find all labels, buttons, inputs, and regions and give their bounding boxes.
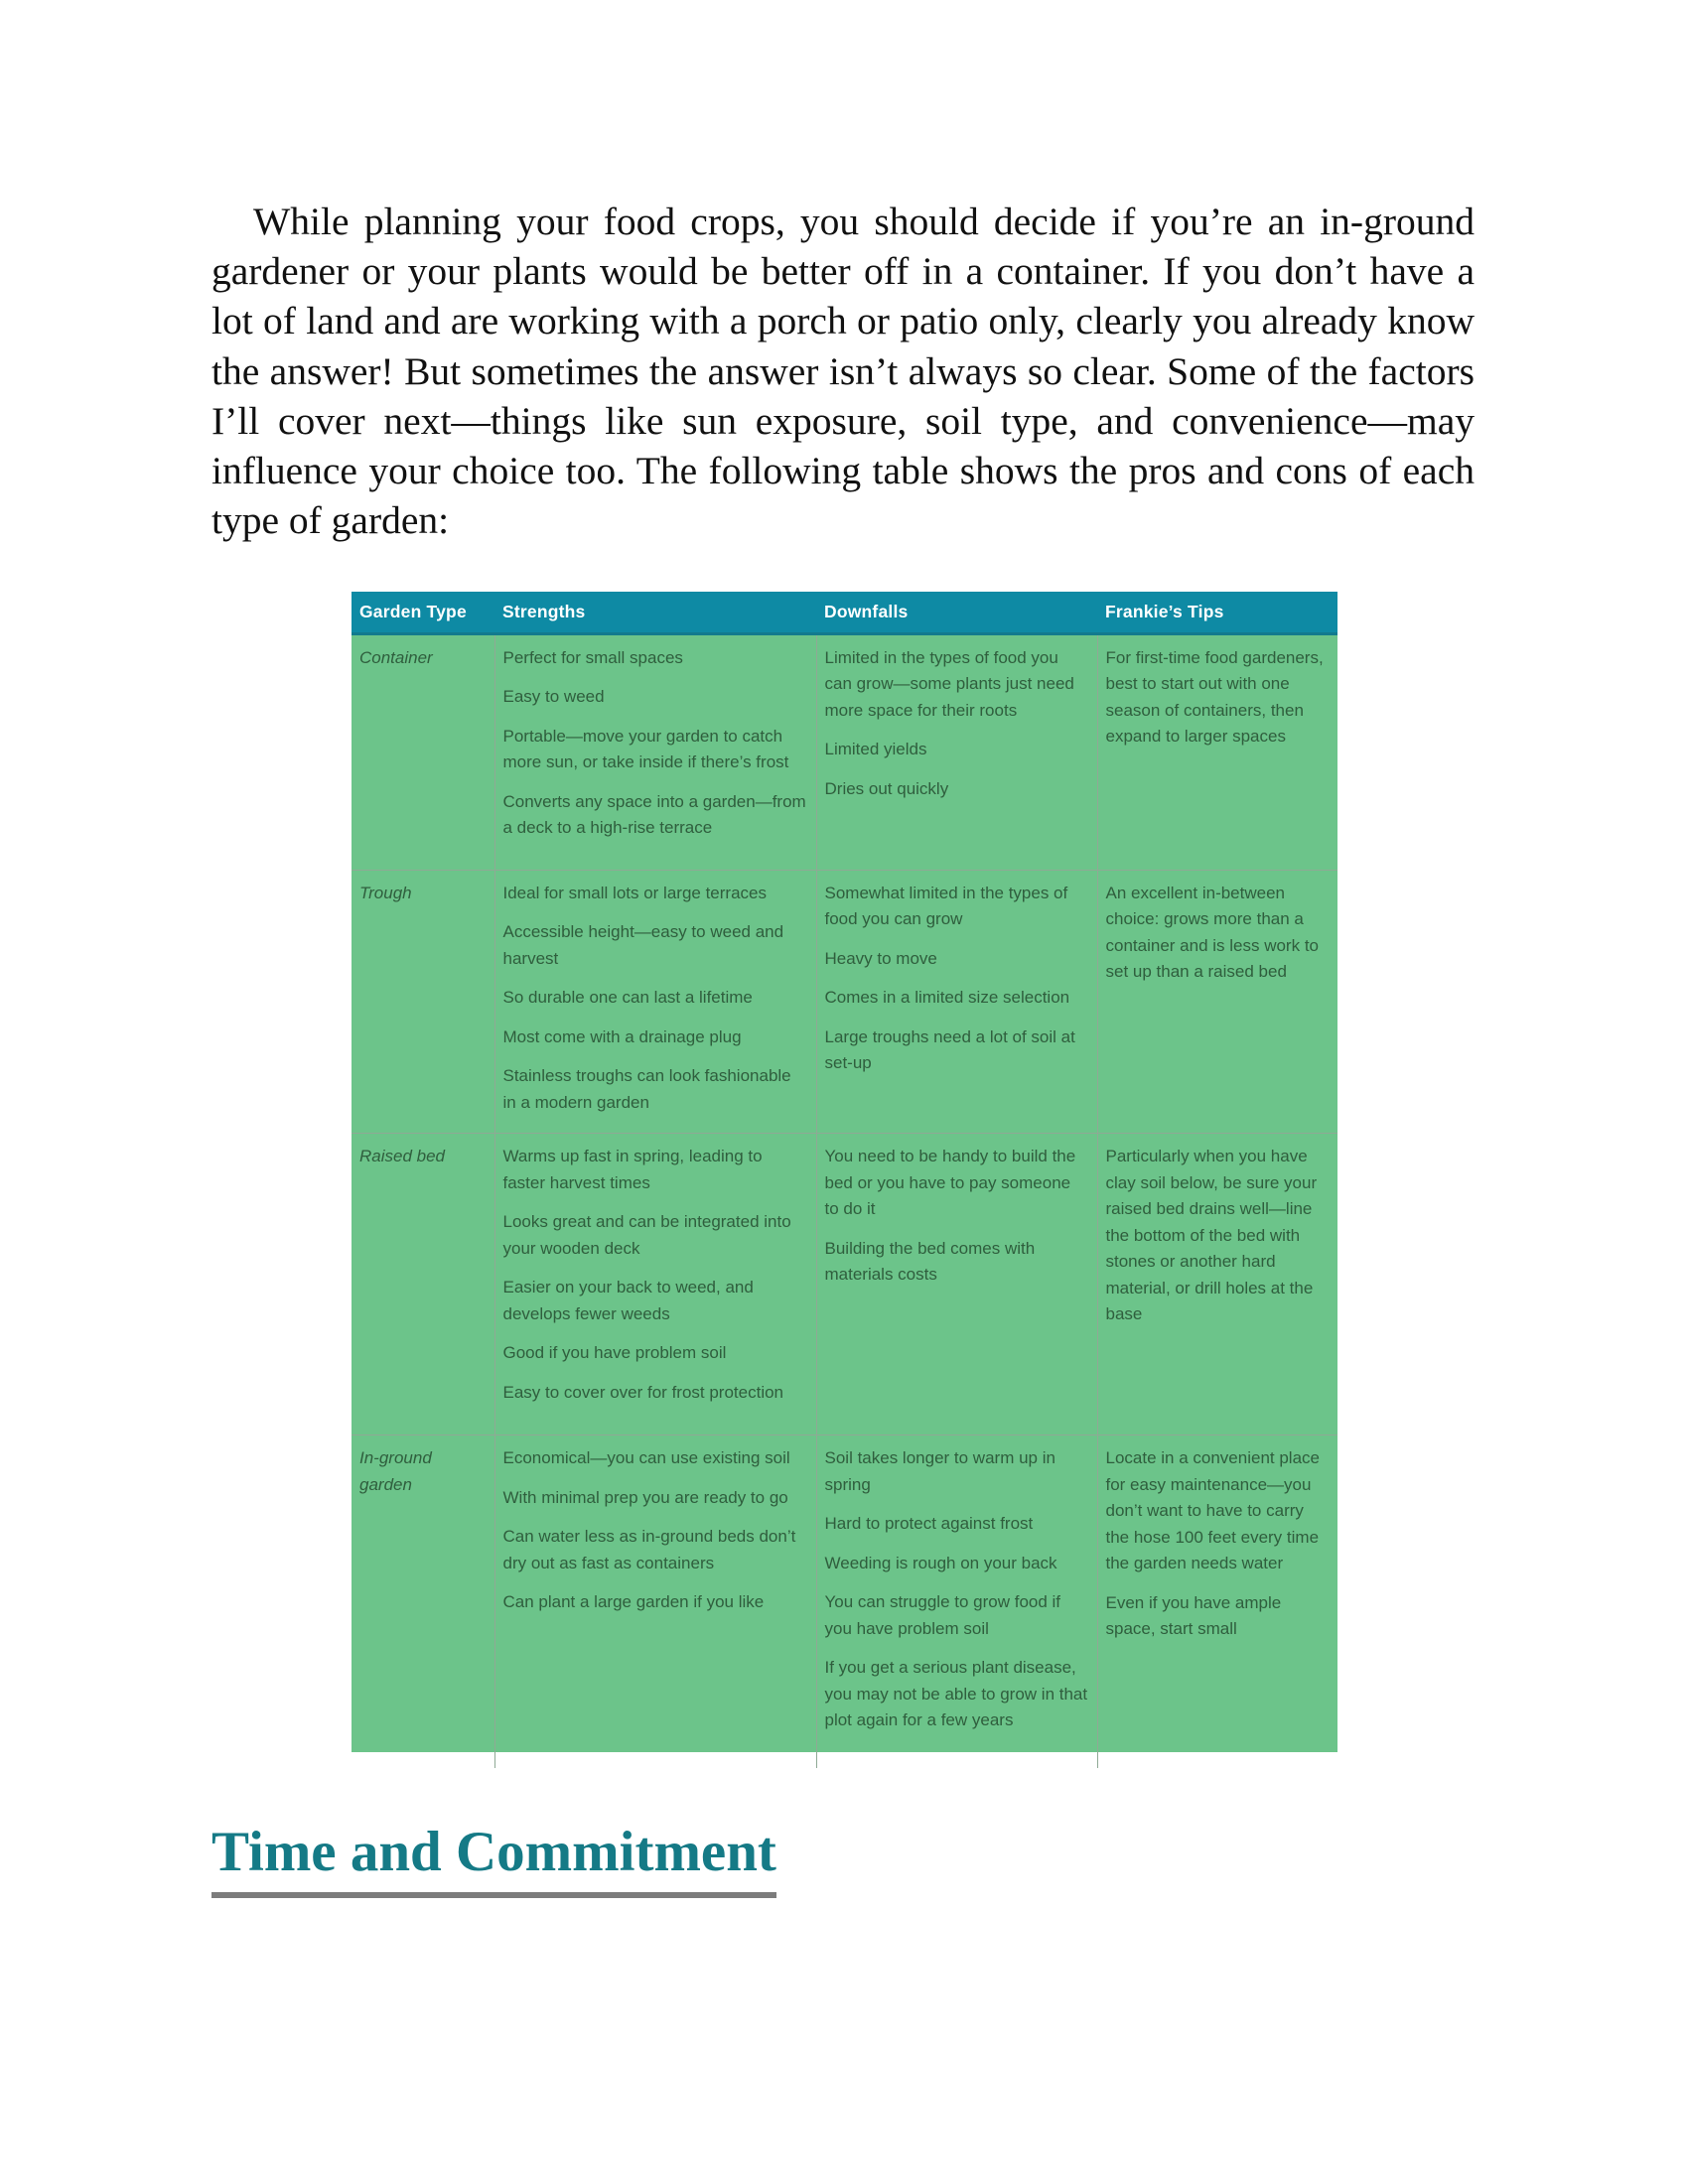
cell-item: Soil takes longer to warm up in spring	[824, 1448, 1055, 1494]
cell-item: Large troughs need a lot of soil at set-up	[824, 1026, 1075, 1072]
header-strengths: Strengths	[494, 592, 816, 633]
downfalls-cell	[816, 1134, 1097, 1435]
garden-comparison-table	[352, 592, 1337, 1752]
cell-item: Easy to cover over for frost protection	[502, 1382, 784, 1402]
tips-cell	[1097, 633, 1337, 870]
cell-item: Comes in a limited size selection	[824, 988, 1070, 1007]
table-body	[352, 633, 1337, 1768]
cell-item: Ideal for small lots or large terraces	[502, 883, 767, 902]
cell-item: Limited yields	[824, 740, 927, 758]
cell-item: Accessible height—easy to weed and harvest	[502, 922, 784, 968]
cell-item: Limited in the types of food you can grow—some plants just need more space for their roots	[824, 647, 1074, 720]
cell-item: Easy to weed	[502, 687, 605, 706]
cell-item: An excellent in-between choice: grows more than a container and is less work to set up than a raised bed	[1105, 883, 1319, 981]
cell-item: Heavy to move	[824, 948, 937, 968]
cell-item: Good if you have problem soil	[502, 1343, 727, 1362]
table-header-row	[352, 592, 1337, 633]
cell-item: Warms up fast in spring, leading to faster harvest times	[502, 1147, 763, 1192]
header-downfalls: Downfalls	[816, 592, 1097, 633]
garden-type-cell: In-ground garden	[352, 1435, 494, 1768]
cell-item: Can water less as in-ground beds don’t dry out as fast as containers	[502, 1527, 796, 1572]
cell-item: Building the bed comes with materials costs	[824, 1238, 1036, 1284]
cell-item: Particularly when you have clay soil below, be sure your raised bed drains well—line the bottom of the bed with stones or another hard material, or drill holes at the base	[1105, 1147, 1318, 1323]
cell-item: Weeding is rough on your back	[824, 1553, 1057, 1572]
strengths-cell	[494, 1134, 816, 1435]
downfalls-cell	[816, 633, 1097, 870]
cell-item: Easier on your back to weed, and develops fewer weeds	[502, 1278, 754, 1323]
header-tips: Frankie’s Tips	[1097, 592, 1337, 633]
cell-item: For first-time food gardeners, best to start out with one season of containers, then expand to larger spaces	[1105, 647, 1324, 746]
tips-cell	[1097, 1435, 1337, 1768]
cell-item: Stainless troughs can look fashionable in a modern garden	[502, 1066, 791, 1112]
cell-item: Looks great and can be integrated into your wooden deck	[502, 1212, 791, 1258]
strengths-cell	[494, 633, 816, 870]
table-row	[352, 1134, 1337, 1435]
cell-item: Somewhat limited in the types of food you can grow	[824, 883, 1068, 928]
cell-item: Converts any space into a garden—from a deck to a high-rise terrace	[502, 791, 806, 837]
garden-type-cell: Container	[352, 633, 494, 870]
cell-item: Locate in a convenient place for easy maintenance—you don’t want to have to carry the hose 100 feet every time the garden needs water	[1105, 1448, 1320, 1572]
cell-item: Even if you have ample space, start small	[1105, 1592, 1282, 1638]
cell-item: Economical—you can use existing soil	[502, 1448, 790, 1467]
cell-item: So durable one can last a lifetime	[502, 988, 753, 1007]
cell-item: With minimal prep you are ready to go	[502, 1487, 788, 1507]
cell-item: If you get a serious plant disease, you may not be able to grow in that plot again for a few years	[824, 1658, 1088, 1729]
garden-type-cell: Raised bed	[352, 1134, 494, 1435]
intro-paragraph: While planning your food crops, you should decide if you’re an in-ground gardener or your plants would be better off in a container. If you don’t have a lot of land and are working with a porch or patio only, clearly you already know the answer! But sometimes the answer isn’t always so clear. Some of the factors I’ll cover next—things like sun exposure, soil type, and convenience—may influence your choice too. The following table shows the pros and cons of each type of garden:	[211, 200, 1475, 543]
cell-item: Hard to protect against frost	[824, 1514, 1034, 1533]
cell-item: You can struggle to grow food if you have problem soil	[824, 1592, 1061, 1638]
section-heading: Time and Commitment	[211, 1819, 776, 1898]
downfalls-cell	[816, 1435, 1097, 1768]
cell-item: Portable—move your garden to catch more sun, or take inside if there’s frost	[502, 726, 789, 771]
table-header	[352, 592, 1337, 633]
cell-item: You need to be handy to build the bed or you have to pay someone to do it	[824, 1147, 1076, 1218]
table-row	[352, 633, 1337, 870]
cell-item: Most come with a drainage plug	[502, 1026, 742, 1046]
garden-table	[352, 592, 1337, 1768]
cell-item: Can plant a large garden if you like	[502, 1592, 765, 1611]
table-row	[352, 870, 1337, 1134]
strengths-cell	[494, 1435, 816, 1768]
downfalls-cell	[816, 870, 1097, 1134]
header-garden-type: Garden Type	[352, 592, 494, 633]
tips-cell	[1097, 870, 1337, 1134]
cell-item: Perfect for small spaces	[502, 647, 683, 667]
garden-type-cell: Trough	[352, 870, 494, 1134]
tips-cell	[1097, 1134, 1337, 1435]
strengths-cell	[494, 870, 816, 1134]
cell-item: Dries out quickly	[824, 778, 949, 798]
table-row	[352, 1435, 1337, 1768]
